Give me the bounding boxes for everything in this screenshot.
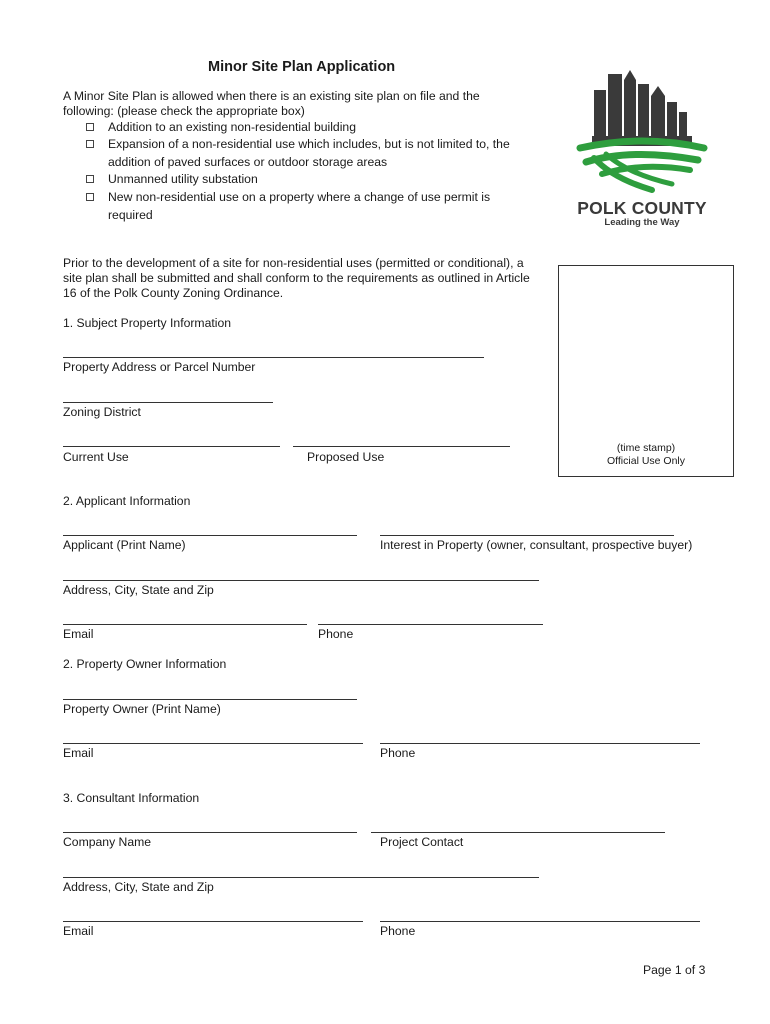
proposed-use-field[interactable] bbox=[293, 446, 510, 447]
applicant-address-field[interactable] bbox=[63, 580, 539, 581]
page-title: Minor Site Plan Application bbox=[208, 59, 396, 75]
company-name-label: Company Name bbox=[63, 835, 152, 849]
project-contact-field[interactable] bbox=[371, 832, 665, 833]
page-number: Page 1 of 3 bbox=[643, 963, 706, 977]
skyline-fields-icon bbox=[572, 66, 712, 198]
applicant-email-label: Email bbox=[63, 627, 94, 641]
property-address-label: Property Address or Parcel Number bbox=[63, 360, 256, 374]
owner-email-label: Email bbox=[63, 746, 94, 760]
applicant-phone-label: Phone bbox=[318, 627, 354, 641]
prior-text-line-1: Prior to the development of a site for non-residential uses (permitted or conditional), a bbox=[63, 256, 524, 270]
owner-email-field[interactable] bbox=[63, 743, 363, 744]
intro-text-line-1: A Minor Site Plan is allowed when there is an existing site plan on file and the bbox=[63, 89, 480, 103]
consultant-phone-label: Phone bbox=[380, 924, 416, 938]
logo-tagline: Leading the Way bbox=[604, 217, 680, 228]
owner-name-field[interactable] bbox=[63, 699, 357, 700]
applicant-address-label: Address, City, State and Zip bbox=[63, 583, 214, 597]
logo-name: POLK COUNTY bbox=[577, 198, 707, 218]
consultant-email-label: Email bbox=[63, 924, 94, 938]
option-new-use-label: New non-residential use on a property where a change of use permit is bbox=[108, 190, 491, 204]
polk-county-logo bbox=[572, 66, 712, 236]
company-name-field[interactable] bbox=[63, 832, 357, 833]
current-use-label: Current Use bbox=[63, 450, 129, 464]
intro-text-line-2: following: (please check the appropriate box) bbox=[63, 104, 305, 118]
consultant-address-field[interactable] bbox=[63, 877, 539, 878]
option-expansion-label: Expansion of a non-residential use which includes, but is not limited to, the bbox=[108, 137, 510, 151]
consultant-phone-field[interactable] bbox=[380, 921, 700, 922]
prior-text-line-2: site plan shall be submitted and shall conform to the requirements as outlined in Article bbox=[63, 271, 530, 285]
option-addition-label: Addition to an existing non-residential building bbox=[108, 120, 356, 134]
checkbox-new-use[interactable] bbox=[86, 193, 94, 201]
checkbox-expansion[interactable] bbox=[86, 140, 94, 148]
current-use-field[interactable] bbox=[63, 446, 280, 447]
consultant-heading: 3. Consultant Information bbox=[63, 791, 200, 805]
proposed-use-label: Proposed Use bbox=[307, 450, 385, 464]
property-address-field[interactable] bbox=[63, 357, 484, 358]
applicant-name-field[interactable] bbox=[63, 535, 357, 536]
option-new-use-label-cont: required bbox=[108, 208, 153, 222]
applicant-name-label: Applicant (Print Name) bbox=[63, 538, 186, 552]
owner-name-label: Property Owner (Print Name) bbox=[63, 702, 221, 716]
project-contact-label: Project Contact bbox=[380, 835, 464, 849]
owner-phone-field[interactable] bbox=[380, 743, 700, 744]
applicant-phone-field[interactable] bbox=[318, 624, 543, 625]
interest-in-property-field[interactable] bbox=[380, 535, 674, 536]
option-substation-label: Unmanned utility substation bbox=[108, 172, 258, 186]
applicant-heading: 2. Applicant Information bbox=[63, 494, 191, 508]
prior-text-line-3: 16 of the Polk County Zoning Ordinance. bbox=[63, 286, 284, 300]
official-use-label: Official Use Only bbox=[607, 455, 685, 467]
subject-property-heading: 1. Subject Property Information bbox=[63, 316, 232, 330]
time-stamp-label: (time stamp) bbox=[616, 442, 676, 454]
zoning-district-field[interactable] bbox=[63, 402, 273, 403]
consultant-email-field[interactable] bbox=[63, 921, 363, 922]
option-expansion-label-cont: addition of paved surfaces or outdoor storage areas bbox=[108, 155, 388, 169]
zoning-district-label: Zoning District bbox=[63, 405, 141, 419]
checkbox-substation[interactable] bbox=[86, 175, 94, 183]
interest-in-property-label: Interest in Property (owner, consultant, prospective buyer) bbox=[380, 538, 693, 552]
time-stamp-box bbox=[558, 265, 734, 477]
consultant-address-label: Address, City, State and Zip bbox=[63, 880, 214, 894]
property-owner-heading: 2. Property Owner Information bbox=[63, 657, 227, 671]
applicant-email-field[interactable] bbox=[63, 624, 307, 625]
checkbox-addition[interactable] bbox=[86, 123, 94, 131]
owner-phone-label: Phone bbox=[380, 746, 416, 760]
